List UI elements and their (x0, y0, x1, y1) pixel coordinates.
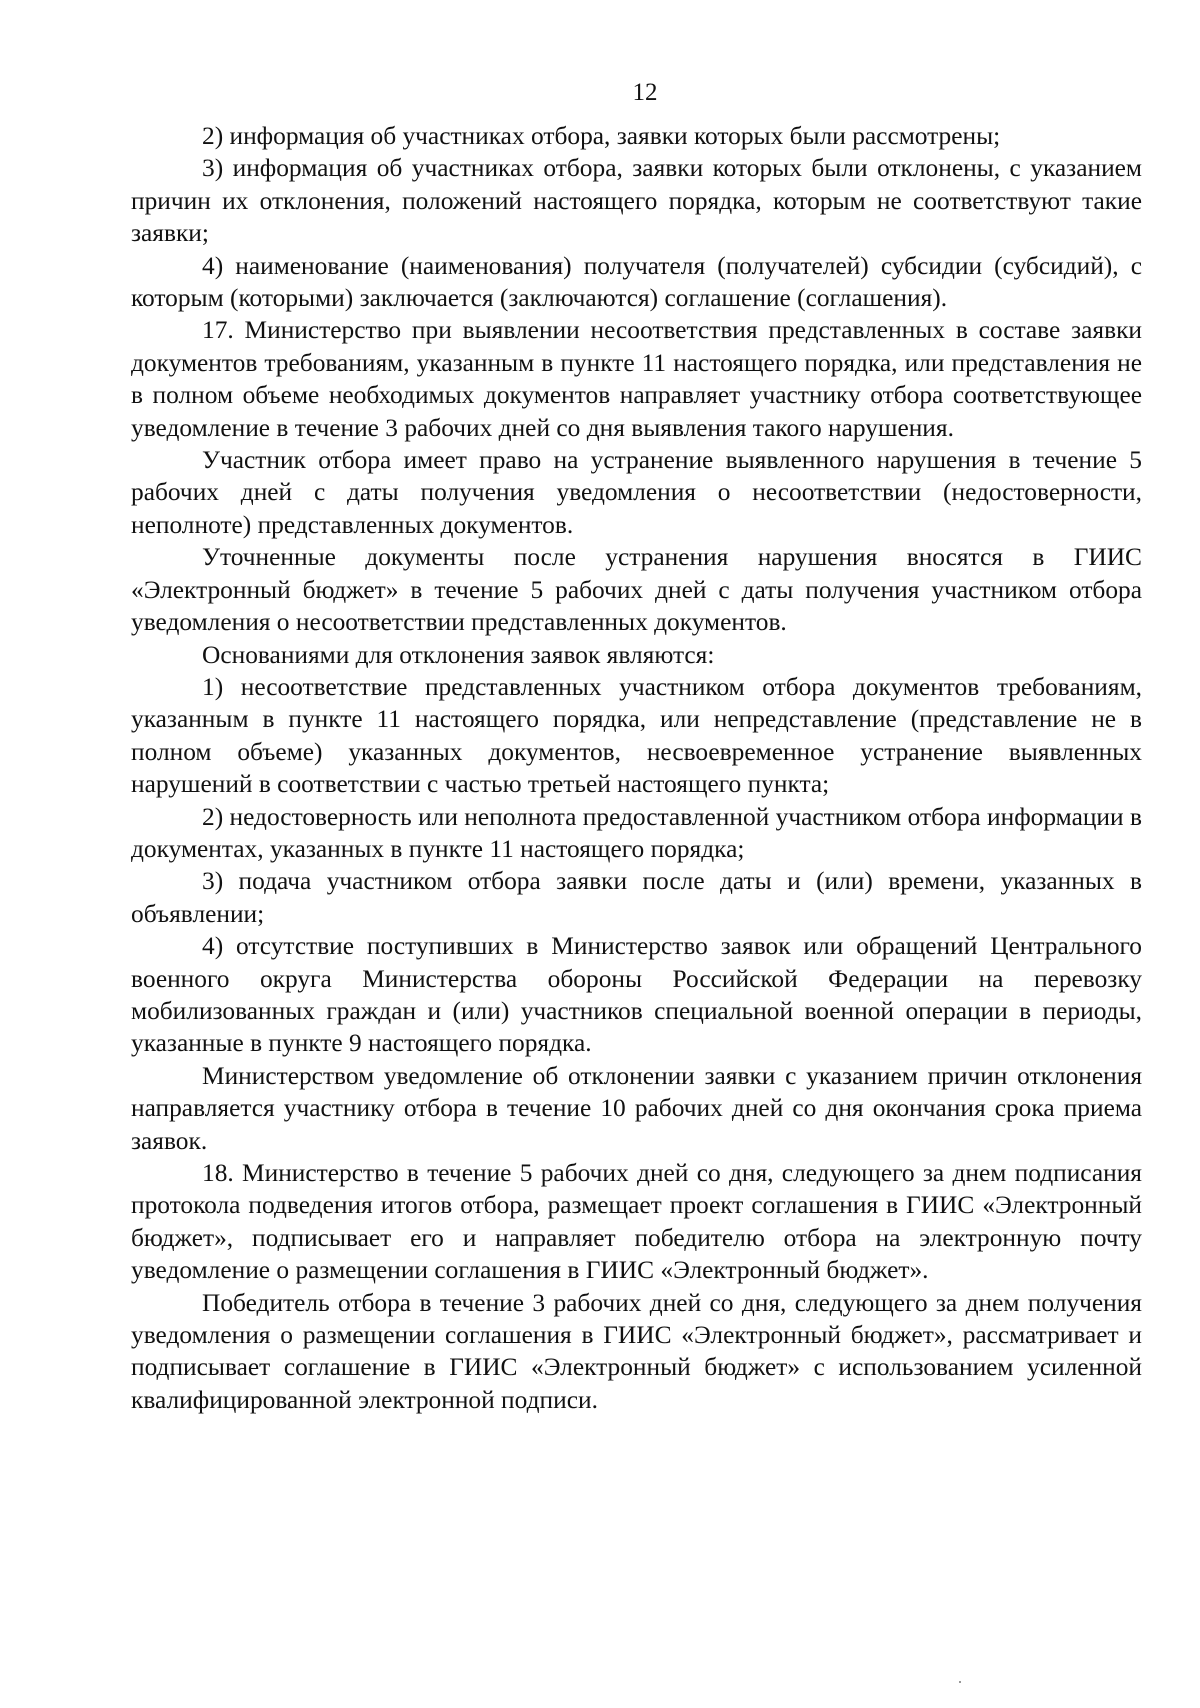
paragraph-ground-2: 2) недостоверность или неполнота предоставленной участником отбора информации в документах, указанных в пункте 11 настоящего порядка; (131, 802, 1142, 863)
paragraph-section-17: 17. Министерство при выявлении несоответствия представленных в составе заявки документов требованиям, указанным в пункте 11 настоящего порядка, или представления не в полном объеме необходимых документов направляет участнику отбора соответствующее уведомление в течение 3 рабочих дней со дня выявления такого нарушения. (131, 316, 1142, 442)
paragraph-item-2-considered: 2) информация об участниках отбора, заявки которых были рассмотрены; (202, 122, 1001, 150)
paragraph-ground-1: 1) несоответствие представленных участником отбора документов требованиям, указанным в пункте 11 настоящего порядка, или непредставление (представление не в полном объеме) указанных документов, несвоевременное устранение выявленных нарушений в соответствии с частью третьей настоящего пункта; (131, 672, 1142, 799)
paragraph-section-18: 18. Министерство в течение 5 рабочих дней со дня, следующего за днем подписания протокола подведения итогов отбора, размещает проект соглашения в ГИИС «Электронный бюджет», подписывает его и направляет победителю отбора на электронную почту уведомление о размещении соглашения в ГИИС «Электронный бюджет». (131, 1159, 1142, 1285)
paragraph-rejection-grounds-intro: Основаниями для отклонения заявок являются: (202, 640, 715, 669)
scan-speck (959, 1681, 961, 1683)
paragraph-rejection-notice: Министерством уведомление об отклонении заявки с указанием причин отклонения направляется участнику отбора в течение 10 рабочих дней со дня окончания срока приема заявок. (131, 1061, 1142, 1155)
document-body (131, 120, 1142, 1416)
paragraph-ground-4: 4) отсутствие поступивших в Министерство заявок или обращений Центрального военного округа Министерства обороны Российской Федерации на перевозку мобилизованных граждан и (или) участников специальной военной операции в периоды, указанные в пункте 9 настоящего порядка. (131, 932, 1142, 1058)
paragraph-corrected-documents: Уточненные документы после устранения нарушения вносятся в ГИИС «Электронный бюджет» в течение 5 рабочих дней с даты получения участником отбора уведомления о несоответствии представленных документов. (131, 543, 1142, 637)
paragraph-winner-signing: Победитель отбора в течение 3 рабочих дней со дня, следующего за днем получения уведомления о размещении соглашения в ГИИС «Электронный бюджет», рассматривает и подписывает соглашение в ГИИС «Электронный бюджет» с использованием усиленной квалифицированной электронной подписи. (131, 1288, 1142, 1414)
paragraph-ground-3: 3) подача участником отбора заявки после даты и (или) времени, указанных в объявлении; (131, 867, 1142, 928)
paragraph-item-4-recipients: 4) наименование (наименования) получателя (получателей) субсидии (субсидий), с которым (которыми) заключается (заключаются) соглашение (соглашения). (131, 251, 1142, 313)
paragraph-participant-right: Участник отбора имеет право на устранение выявленного нарушения в течение 5 рабочих дней с даты получения уведомления о несоответствии (недостоверности, неполноте) представленных документов. (131, 446, 1142, 539)
page-number: 12 (632, 79, 658, 106)
paragraph-item-3-rejected: 3) информация об участниках отбора, заявки которых были отклонены, с указанием причин их отклонения, положений настоящего порядка, которым не соответствуют такие заявки; (131, 154, 1142, 248)
